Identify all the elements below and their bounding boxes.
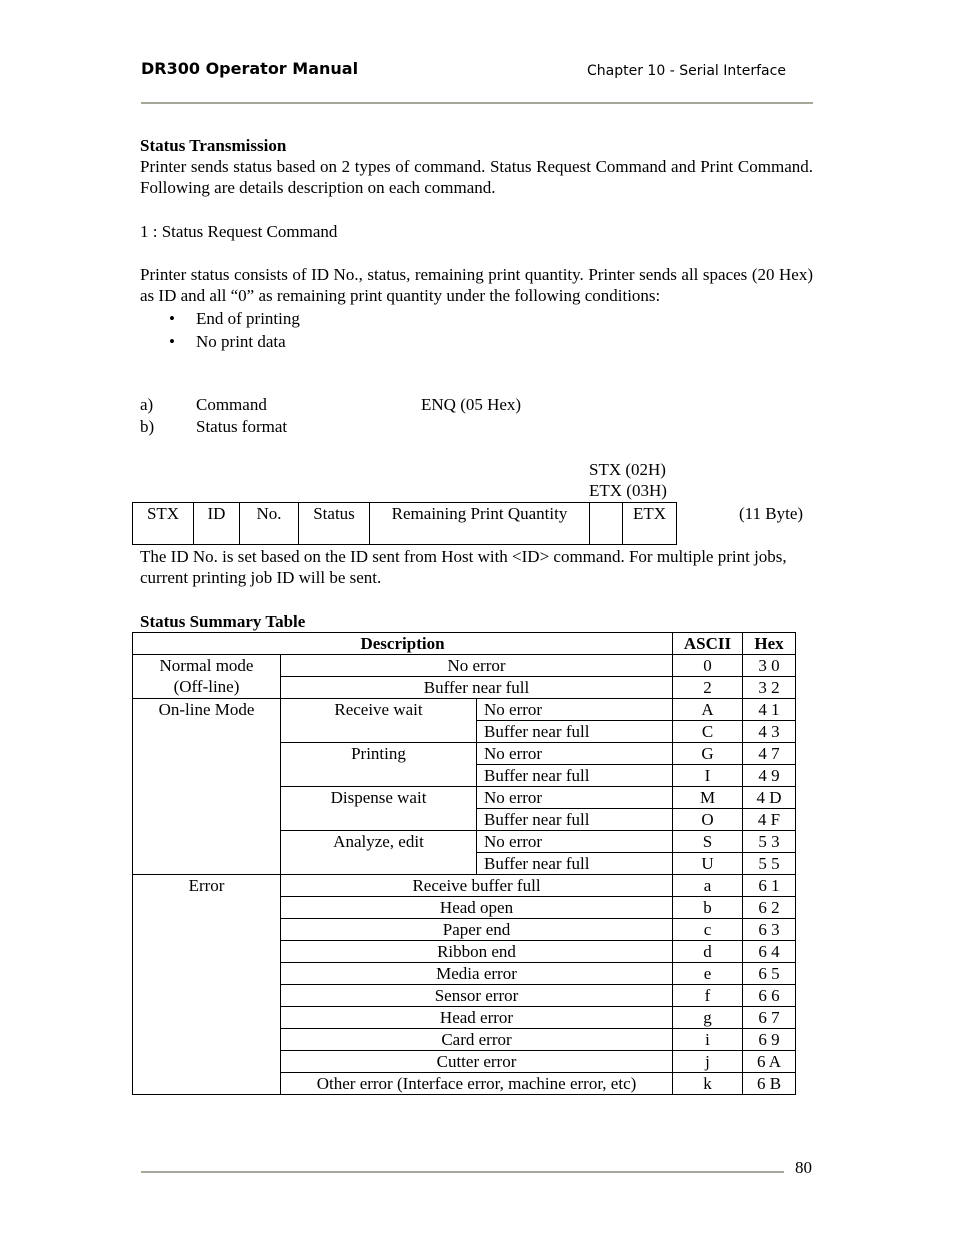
status-desc: Head open: [281, 897, 673, 919]
status-ascii: M: [673, 787, 743, 809]
status-desc: Card error: [281, 1029, 673, 1051]
status-desc: Other error (Interface error, machine error, etc): [281, 1073, 673, 1095]
chapter-title: Chapter 10 - Serial Interface: [587, 63, 786, 79]
intro-paragraph: Printer sends status based on 2 types of command. Status Request Command and Print Command. Following are details description on each command.: [140, 157, 813, 197]
group-name: Printing: [281, 743, 477, 787]
format-cell-remaining: Remaining Print Quantity: [370, 503, 590, 545]
status-hex: 4 7: [743, 743, 796, 765]
status-desc: Buffer near full: [477, 809, 673, 831]
status-desc: Receive buffer full: [281, 875, 673, 897]
table-header-row: [133, 633, 796, 655]
status-desc: Cutter error: [281, 1051, 673, 1073]
status-ascii: U: [673, 853, 743, 875]
online-mode-label: On-line Mode: [133, 699, 281, 875]
status-ascii: g: [673, 1007, 743, 1029]
status-hex: 6 B: [743, 1073, 796, 1095]
status-hex: 4 9: [743, 765, 796, 787]
id-note: The ID No. is set based on the ID sent from Host with <ID> command. For multiple print jobs, current printing job ID will be sent.: [140, 547, 787, 587]
status-ascii: 2: [673, 677, 743, 699]
list-item: [140, 330, 813, 353]
table-row: [133, 503, 677, 545]
status-ascii: a: [673, 875, 743, 897]
status-ascii: C: [673, 721, 743, 743]
status-ascii: b: [673, 897, 743, 919]
status-hex: 4 1: [743, 699, 796, 721]
status-hex: 6 2: [743, 897, 796, 919]
status-ascii: f: [673, 985, 743, 1007]
status-ascii: 0: [673, 655, 743, 677]
group-name: Dispense wait: [281, 787, 477, 831]
status-desc: No error: [281, 655, 673, 677]
format-cell-no: No.: [240, 503, 299, 545]
status-ascii: d: [673, 941, 743, 963]
status-hex: 6 A: [743, 1051, 796, 1073]
list-item-text: End of printing: [196, 309, 300, 328]
status-desc: Paper end: [281, 919, 673, 941]
table-row: [133, 655, 796, 677]
status-summary-table: [132, 632, 796, 1095]
header-description: Description: [133, 633, 673, 655]
group-name: Analyze, edit: [281, 831, 477, 875]
format-label: b): [140, 417, 155, 436]
status-ascii: A: [673, 699, 743, 721]
status-hex: 6 6: [743, 985, 796, 1007]
status-ascii: j: [673, 1051, 743, 1073]
status-hex: 6 9: [743, 1029, 796, 1051]
status-ascii: O: [673, 809, 743, 831]
status-ascii: S: [673, 831, 743, 853]
status-hex: 5 3: [743, 831, 796, 853]
error-label: Error: [133, 875, 281, 1095]
format-cell-id: ID: [194, 503, 240, 545]
status-desc: Head error: [281, 1007, 673, 1029]
header-hex: Hex: [743, 633, 796, 655]
status-hex: 5 5: [743, 853, 796, 875]
byte-note: (11 Byte): [739, 504, 804, 523]
status-hex: 3 2: [743, 677, 796, 699]
status-ascii: k: [673, 1073, 743, 1095]
status-hex: 3 0: [743, 655, 796, 677]
format-cell-etx: ETX: [623, 503, 677, 545]
normal-mode-label-2: (Off-line): [173, 677, 240, 696]
normal-mode-label-1: Normal mode: [159, 656, 254, 675]
status-desc: No error: [477, 699, 673, 721]
status-desc: Ribbon end: [281, 941, 673, 963]
status-ascii: I: [673, 765, 743, 787]
status-hex: 6 4: [743, 941, 796, 963]
page-number: 80: [795, 1158, 812, 1177]
format-cell-blank: [590, 503, 623, 545]
status-desc: Buffer near full: [477, 853, 673, 875]
status-ascii: G: [673, 743, 743, 765]
summary-heading: Status Summary Table: [140, 612, 306, 631]
format-cell-status: Status: [299, 503, 370, 545]
format-name: Status format: [196, 417, 288, 436]
status-hex: 6 7: [743, 1007, 796, 1029]
status-desc: Sensor error: [281, 985, 673, 1007]
header-ascii: ASCII: [673, 633, 743, 655]
status-hex: 4 D: [743, 787, 796, 809]
list-item-text: No print data: [196, 332, 286, 351]
section-heading: Status Transmission: [140, 136, 287, 155]
status-desc: Media error: [281, 963, 673, 985]
status-ascii: i: [673, 1029, 743, 1051]
table-row: [133, 875, 796, 897]
body-paragraph: Printer status consists of ID No., status, remaining print quantity. Printer sends all spaces (20 Hex) as ID and all “0” as remaining print quantity under the following conditions:: [140, 265, 813, 305]
footer-divider: [141, 1171, 784, 1173]
etx-note: ETX (03H): [589, 481, 667, 500]
manual-title: DR300 Operator Manual: [141, 59, 359, 78]
status-desc: Buffer near full: [281, 677, 673, 699]
format-cell-stx: STX: [133, 503, 194, 545]
condition-list: [140, 307, 813, 353]
bullet-icon: •: [169, 309, 175, 328]
command-name: Command: [196, 395, 267, 414]
command-label: a): [140, 395, 154, 414]
header-divider: [141, 102, 813, 104]
status-desc: No error: [477, 831, 673, 853]
status-ascii: c: [673, 919, 743, 941]
table-row: [133, 699, 796, 721]
status-hex: 6 5: [743, 963, 796, 985]
bullet-icon: •: [169, 332, 175, 351]
status-desc: No error: [477, 743, 673, 765]
status-hex: 4 3: [743, 721, 796, 743]
stx-note: STX (02H): [589, 460, 666, 479]
status-desc: No error: [477, 787, 673, 809]
command-value: ENQ (05 Hex): [421, 395, 522, 414]
status-hex: 4 F: [743, 809, 796, 831]
status-desc: Buffer near full: [477, 765, 673, 787]
status-ascii: e: [673, 963, 743, 985]
status-desc: Buffer near full: [477, 721, 673, 743]
group-name: Receive wait: [281, 699, 477, 743]
status-format-table: [132, 502, 677, 545]
status-hex: 6 3: [743, 919, 796, 941]
list-item: [140, 307, 813, 330]
normal-mode-label: [133, 655, 281, 699]
status-hex: 6 1: [743, 875, 796, 897]
subheading: 1 : Status Request Command: [140, 222, 338, 241]
